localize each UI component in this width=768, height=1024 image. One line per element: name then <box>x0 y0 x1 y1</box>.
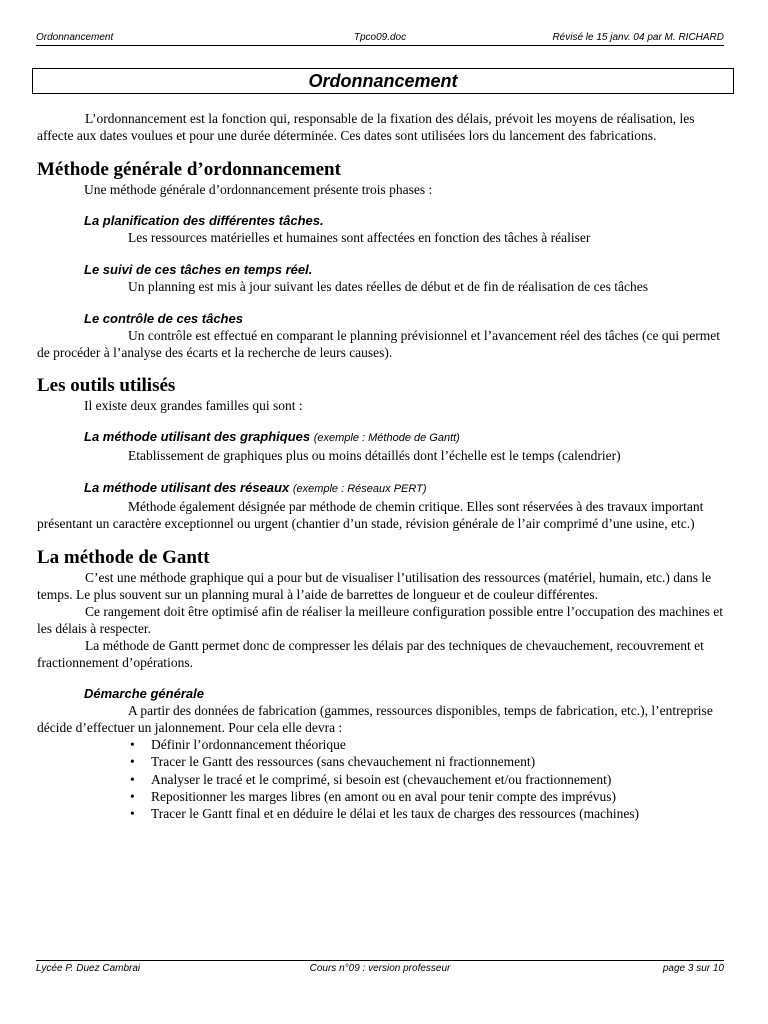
tool-example: (exemple : Réseaux PERT) <box>292 483 427 495</box>
tool-title <box>84 428 727 447</box>
tool-title <box>84 479 727 498</box>
step-text: Tracer le Gantt des ressources (sans chevauchement ni fractionnement) <box>151 754 536 770</box>
phase-text: Les ressources matérielles et humaines sont affectées en fonction des tâches à réaliser <box>128 230 591 245</box>
section-heading-gantt: La méthode de Gantt <box>37 547 210 568</box>
step-text: Tracer le Gantt final et en déduire le délai et les taux de charges des ressources (machines) <box>151 806 640 822</box>
section-heading-outils: Les outils utilisés <box>37 375 176 396</box>
document-title-box <box>32 68 734 94</box>
demarche-intro: A partir des données de fabrication (gammes, ressources disponibles, temps de fabrication, etc.), l’entreprise décide d’effectuer un jalonnement. Pour cela elle devra : <box>37 703 713 735</box>
phase-title: La planification des différentes tâches. <box>84 213 324 228</box>
document-title: Ordonnancement <box>308 71 458 91</box>
footer-right: page 3 sur 10 <box>662 963 724 974</box>
tool-text: Etablissement de graphiques plus ou moins détaillés dont l’échelle est le temps (calendrier) <box>128 448 621 463</box>
demarche-steps <box>37 736 727 822</box>
step-text: Définir l’ordonnancement théorique <box>151 737 346 752</box>
tool-title-text: La méthode utilisant des réseaux <box>84 480 290 495</box>
footer-left: Lycée P. Duez Cambrai <box>36 963 141 974</box>
intro-paragraph: L’ordonnancement est la fonction qui, responsable de la fixation des délais, prévoit les moyens de réalisation, les affecte aux dates voulues et pour une durée déterminée. Ces dates sont utilisées lors du lancement des fabrications. <box>37 111 695 143</box>
step-text: Analyser le tracé et le comprimé, si besoin est (chevauchement et/ou fractionnement) <box>151 771 612 787</box>
methode-intro: Une méthode générale d’ordonnancement présente trois phases : <box>84 182 433 197</box>
document-body <box>37 110 727 822</box>
demarche-title: Démarche générale <box>84 686 204 701</box>
section-heading-methode: Méthode générale d’ordonnancement <box>37 159 341 180</box>
list-item <box>37 805 727 822</box>
tool-text: Méthode également désignée par méthode de chemin critique. Elles sont réservées à des travaux important présentant un caractère exceptionnel ou urgent (chantier d’un stade, révision générale de l’air comprimé d’une usine, etc.) <box>37 499 704 531</box>
gantt-paragraph: Ce rangement doit être optimisé afin de réaliser la meilleure configuration possible entre l’occupation des machines et les délais à respecter. <box>37 604 724 636</box>
header-right: Révisé le 15 janv. 04 par M. RICHARD <box>552 32 724 43</box>
list-item <box>37 771 727 788</box>
footer-center: Cours n°09 : version professeur <box>309 963 451 974</box>
step-text: Repositionner les marges libres (en amont ou en aval pour tenir compte des imprévus) <box>151 788 617 804</box>
bullet-icon: • <box>130 788 135 804</box>
bullet-icon: • <box>130 737 135 752</box>
page-header <box>36 32 724 46</box>
header-center: Tpco09.doc <box>353 32 407 43</box>
phase-text: Un contrôle est effectué en comparant le planning prévisionnel et l’avancement réel des tâches (ce qui permet de procéder à l’analyse des écarts et la recherche de leurs causes). <box>37 328 720 360</box>
bullet-icon: • <box>130 806 135 822</box>
page-footer <box>36 960 724 977</box>
outils-intro: Il existe deux grandes familles qui sont : <box>84 398 303 413</box>
phase-title: Le contrôle de ces tâches <box>84 311 243 326</box>
tool-example: (exemple : Méthode de Gantt) <box>313 432 460 444</box>
gantt-paragraph: La méthode de Gantt permet donc de compresser les délais par des techniques de chevauchement, recouvrement et fractionnement d’opérations. <box>37 638 704 670</box>
bullet-icon: • <box>130 754 135 770</box>
phase-text: Un planning est mis à jour suivant les dates réelles de début et de fin de réalisation de ces tâches <box>128 279 648 294</box>
gantt-paragraph: C’est une méthode graphique qui a pour but de visualiser l’utilisation des ressources (matériel, humain, etc.) dans le temps. Le plus souvent sur un planning mural à l’aide de barrettes de longueur et de couleur différentes. <box>37 570 712 602</box>
header-left: Ordonnancement <box>36 32 114 43</box>
phase-title: Le suivi de ces tâches en temps réel. <box>84 262 313 277</box>
list-item <box>37 753 727 770</box>
list-item <box>37 788 727 805</box>
list-item <box>37 736 727 753</box>
bullet-icon: • <box>130 771 135 787</box>
tool-title-text: La méthode utilisant des graphiques <box>84 429 311 444</box>
